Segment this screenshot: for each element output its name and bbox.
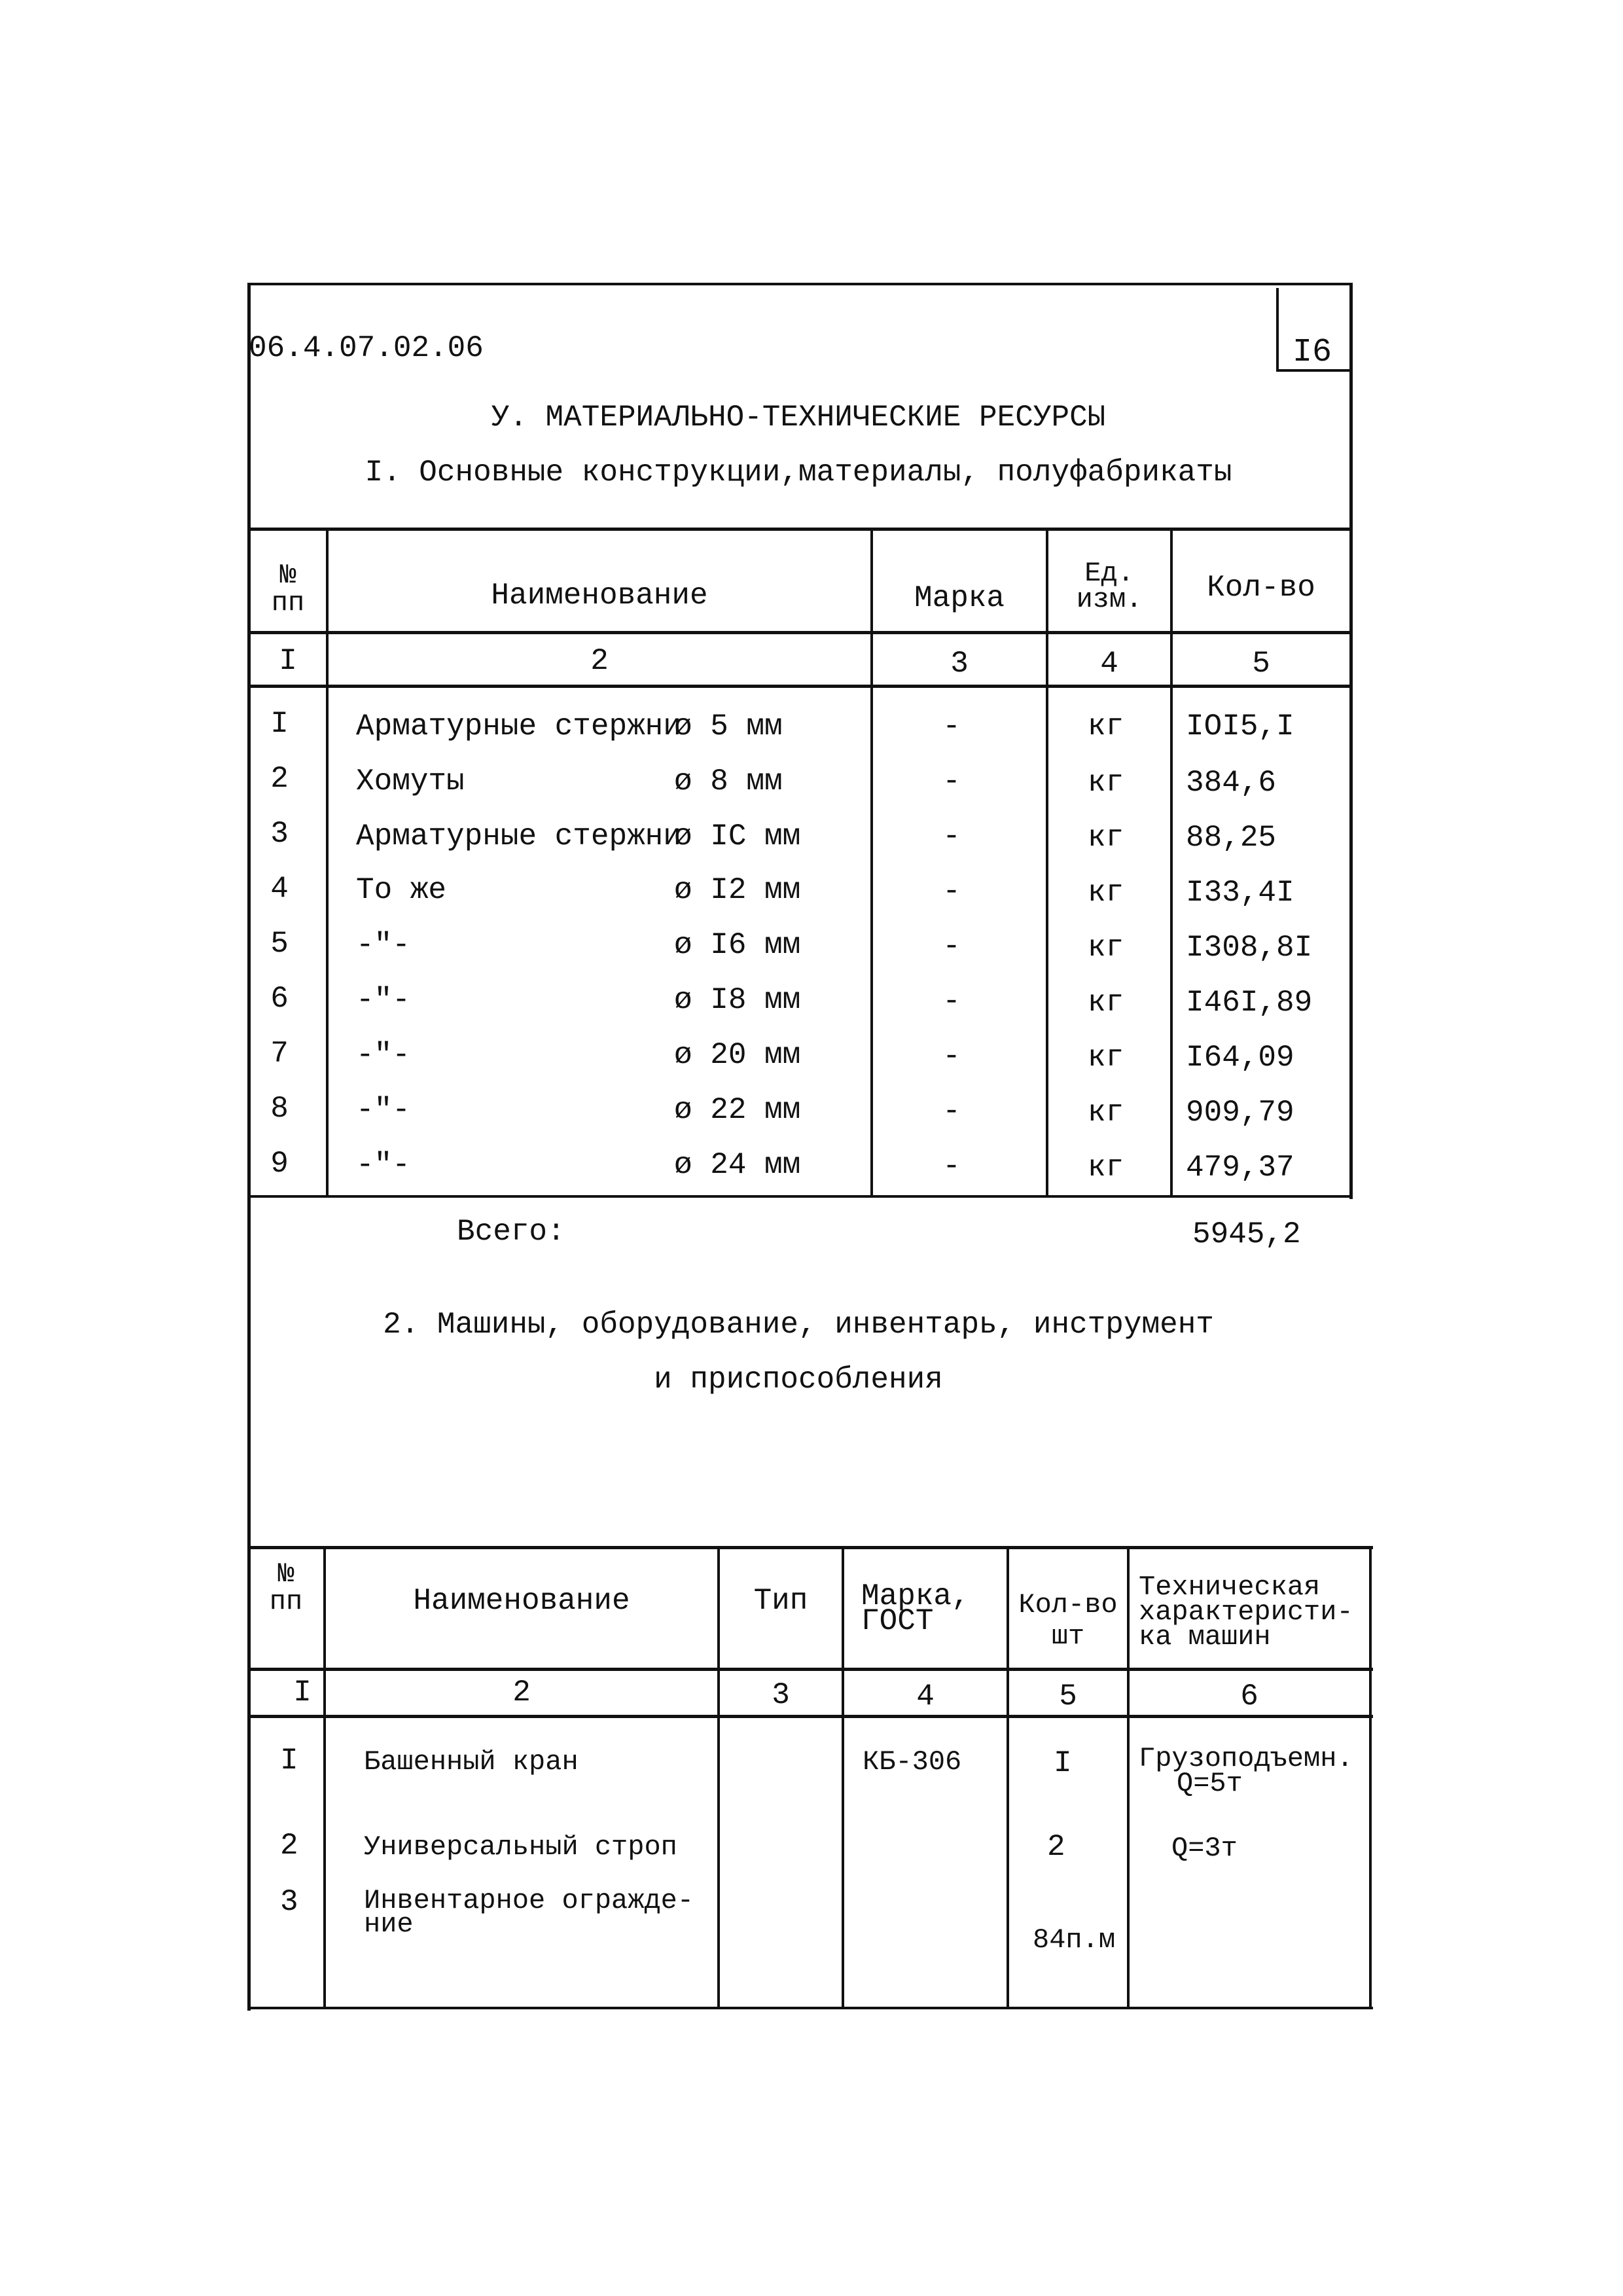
row-number: 6: [270, 982, 289, 1016]
row-qty: 479,37: [1186, 1151, 1294, 1185]
t2-vline-6: [1369, 1547, 1372, 2009]
t1-colnum-5: 5: [1252, 647, 1270, 681]
row-name: -"-: [356, 1093, 410, 1127]
total-value: 5945,2: [1192, 1217, 1301, 1251]
t2-colnum-2: 2: [512, 1676, 531, 1710]
t1-top-rule: [247, 528, 1352, 531]
row-qty: 84п.м: [1033, 1924, 1116, 1956]
row-diameter: ø 8 мм: [674, 764, 783, 798]
t2-header-mark: Марка, ГОСТ: [861, 1579, 970, 1638]
t2-header-num: № пп: [269, 1558, 303, 1617]
t1-colnum-2: 2: [590, 644, 609, 678]
row-qty: 909,79: [1186, 1096, 1294, 1130]
row-unit: кг: [1088, 1041, 1124, 1075]
t2-header-rule: [247, 1668, 1373, 1671]
row-qty: 2: [1047, 1830, 1065, 1864]
t2-colnum-5: 5: [1059, 1679, 1077, 1713]
t1-bottom-rule: [247, 1195, 1352, 1198]
t1-header-qty: Кол-во: [1207, 571, 1315, 605]
row-diameter: ø 22 мм: [674, 1093, 801, 1127]
t1-header-name: Наименование: [491, 579, 708, 613]
section2-title-line1: 2. Машины, оборудование, инвентарь, инструмент: [383, 1308, 1214, 1342]
row-name: -"-: [356, 1148, 410, 1182]
t2-top-rule: [247, 1546, 1373, 1549]
row-mark: -: [942, 1094, 961, 1128]
t2-vline-3: [842, 1547, 844, 2009]
row-number: I: [280, 1744, 298, 1778]
t1-header-mark: Марка: [914, 581, 1005, 615]
t2-header-name: Наименование: [413, 1584, 630, 1618]
row-mark: -: [942, 709, 961, 744]
row-name: -"-: [356, 1038, 410, 1072]
row-mark: -: [942, 1039, 961, 1073]
row-name: -"-: [356, 983, 410, 1017]
row-qty: I64,09: [1186, 1041, 1294, 1075]
row-diameter: ø 20 мм: [674, 1038, 801, 1072]
row-mark: -: [942, 874, 961, 908]
row-number: 9: [270, 1147, 289, 1181]
row-mark: КБ-306: [863, 1746, 962, 1778]
row-spec: Грузоподъемн. Q=5т: [1139, 1743, 1353, 1799]
row-number: I: [270, 707, 289, 741]
row-mark: -: [942, 819, 961, 853]
page-number-box-left: [1276, 288, 1279, 372]
row-unit: кг: [1088, 876, 1124, 910]
row-number: 8: [270, 1092, 289, 1126]
doc-code: 06.4.07.02.06: [249, 331, 484, 365]
row-qty: I308,8I: [1186, 931, 1313, 965]
row-unit: кг: [1088, 766, 1124, 800]
row-unit: кг: [1088, 1151, 1124, 1185]
t2-vline-5: [1127, 1547, 1130, 2009]
row-name: -"-: [356, 928, 410, 962]
section2-title-line2: и приспособления: [654, 1363, 943, 1397]
row-unit: кг: [1088, 709, 1124, 744]
t1-colnum-3: 3: [950, 647, 969, 681]
row-qty: 384,6: [1186, 766, 1277, 800]
t2-header-type: Тип: [753, 1584, 808, 1618]
t2-bottom-rule: [247, 2007, 1373, 2009]
row-qty: I46I,89: [1186, 986, 1313, 1020]
row-mark: -: [942, 929, 961, 963]
row-diameter: ø 24 мм: [674, 1148, 801, 1182]
t1-header-unit: Ед. изм.: [1076, 558, 1143, 615]
row-number: 2: [270, 762, 289, 796]
row-unit: кг: [1088, 931, 1124, 965]
t2-header-qty: Кол-во шт: [1018, 1589, 1118, 1652]
row-diameter: ø I6 мм: [674, 928, 801, 962]
row-name: Инвентарное огражде- ние: [364, 1885, 694, 1940]
row-mark: -: [942, 1149, 961, 1183]
row-unit: кг: [1088, 821, 1124, 855]
row-diameter: ø I8 мм: [674, 983, 801, 1017]
t1-colnum-rule: [247, 685, 1352, 688]
t1-vline-1: [326, 529, 329, 1196]
row-name: Универсальный строп: [364, 1831, 677, 1863]
row-number: 2: [280, 1829, 298, 1863]
t2-header-spec: Техническая характеристи- ка машин: [1139, 1571, 1353, 1653]
t1-header-rule: [247, 631, 1352, 634]
row-mark: -: [942, 984, 961, 1018]
row-name: Арматурные стержни: [356, 819, 681, 853]
row-name: Арматурные стержни: [356, 709, 681, 744]
page-number: I6: [1293, 334, 1332, 371]
row-name: Башенный кран: [364, 1746, 579, 1778]
t2-colnum-4: 4: [916, 1679, 935, 1713]
row-number: 4: [270, 872, 289, 906]
t1-colnum-4: 4: [1100, 647, 1118, 681]
row-diameter: ø 5 мм: [674, 709, 783, 744]
row-name: То же: [356, 873, 447, 907]
row-qty: 88,25: [1186, 821, 1277, 855]
row-qty: I33,4I: [1186, 876, 1294, 910]
row-diameter: ø I2 мм: [674, 873, 801, 907]
row-mark: -: [942, 764, 961, 798]
row-unit: кг: [1088, 986, 1124, 1020]
row-name: Хомуты: [356, 764, 465, 798]
row-qty: IOI5,I: [1186, 709, 1294, 744]
section-title: У. МАТЕРИАЛЬНО-ТЕХНИЧЕСКИЕ РЕСУРСЫ: [491, 401, 1106, 435]
frame-top: [247, 283, 1352, 285]
row-spec: Q=3т: [1171, 1833, 1238, 1864]
row-qty: I: [1054, 1746, 1072, 1780]
row-number: 3: [280, 1885, 298, 1919]
subsection1-title: I. Основные конструкции,материалы, полуфабрикаты: [365, 456, 1232, 490]
t2-colnum-1: I: [293, 1676, 312, 1710]
t2-colnum-3: 3: [772, 1678, 790, 1712]
t2-colnum-rule: [247, 1715, 1373, 1718]
row-diameter: ø IC мм: [674, 819, 801, 853]
row-number: 5: [270, 927, 289, 961]
row-number: 7: [270, 1037, 289, 1071]
t1-header-num: № пп: [271, 560, 305, 619]
frame-right-upper: [1349, 283, 1353, 1199]
row-unit: кг: [1088, 1096, 1124, 1130]
t1-vline-3: [1046, 529, 1048, 1196]
t1-colnum-1: I: [279, 644, 297, 678]
row-number: 3: [270, 817, 289, 851]
total-label: Всего:: [457, 1215, 565, 1249]
t2-colnum-6: 6: [1240, 1679, 1258, 1713]
t1-vline-4: [1170, 529, 1173, 1196]
